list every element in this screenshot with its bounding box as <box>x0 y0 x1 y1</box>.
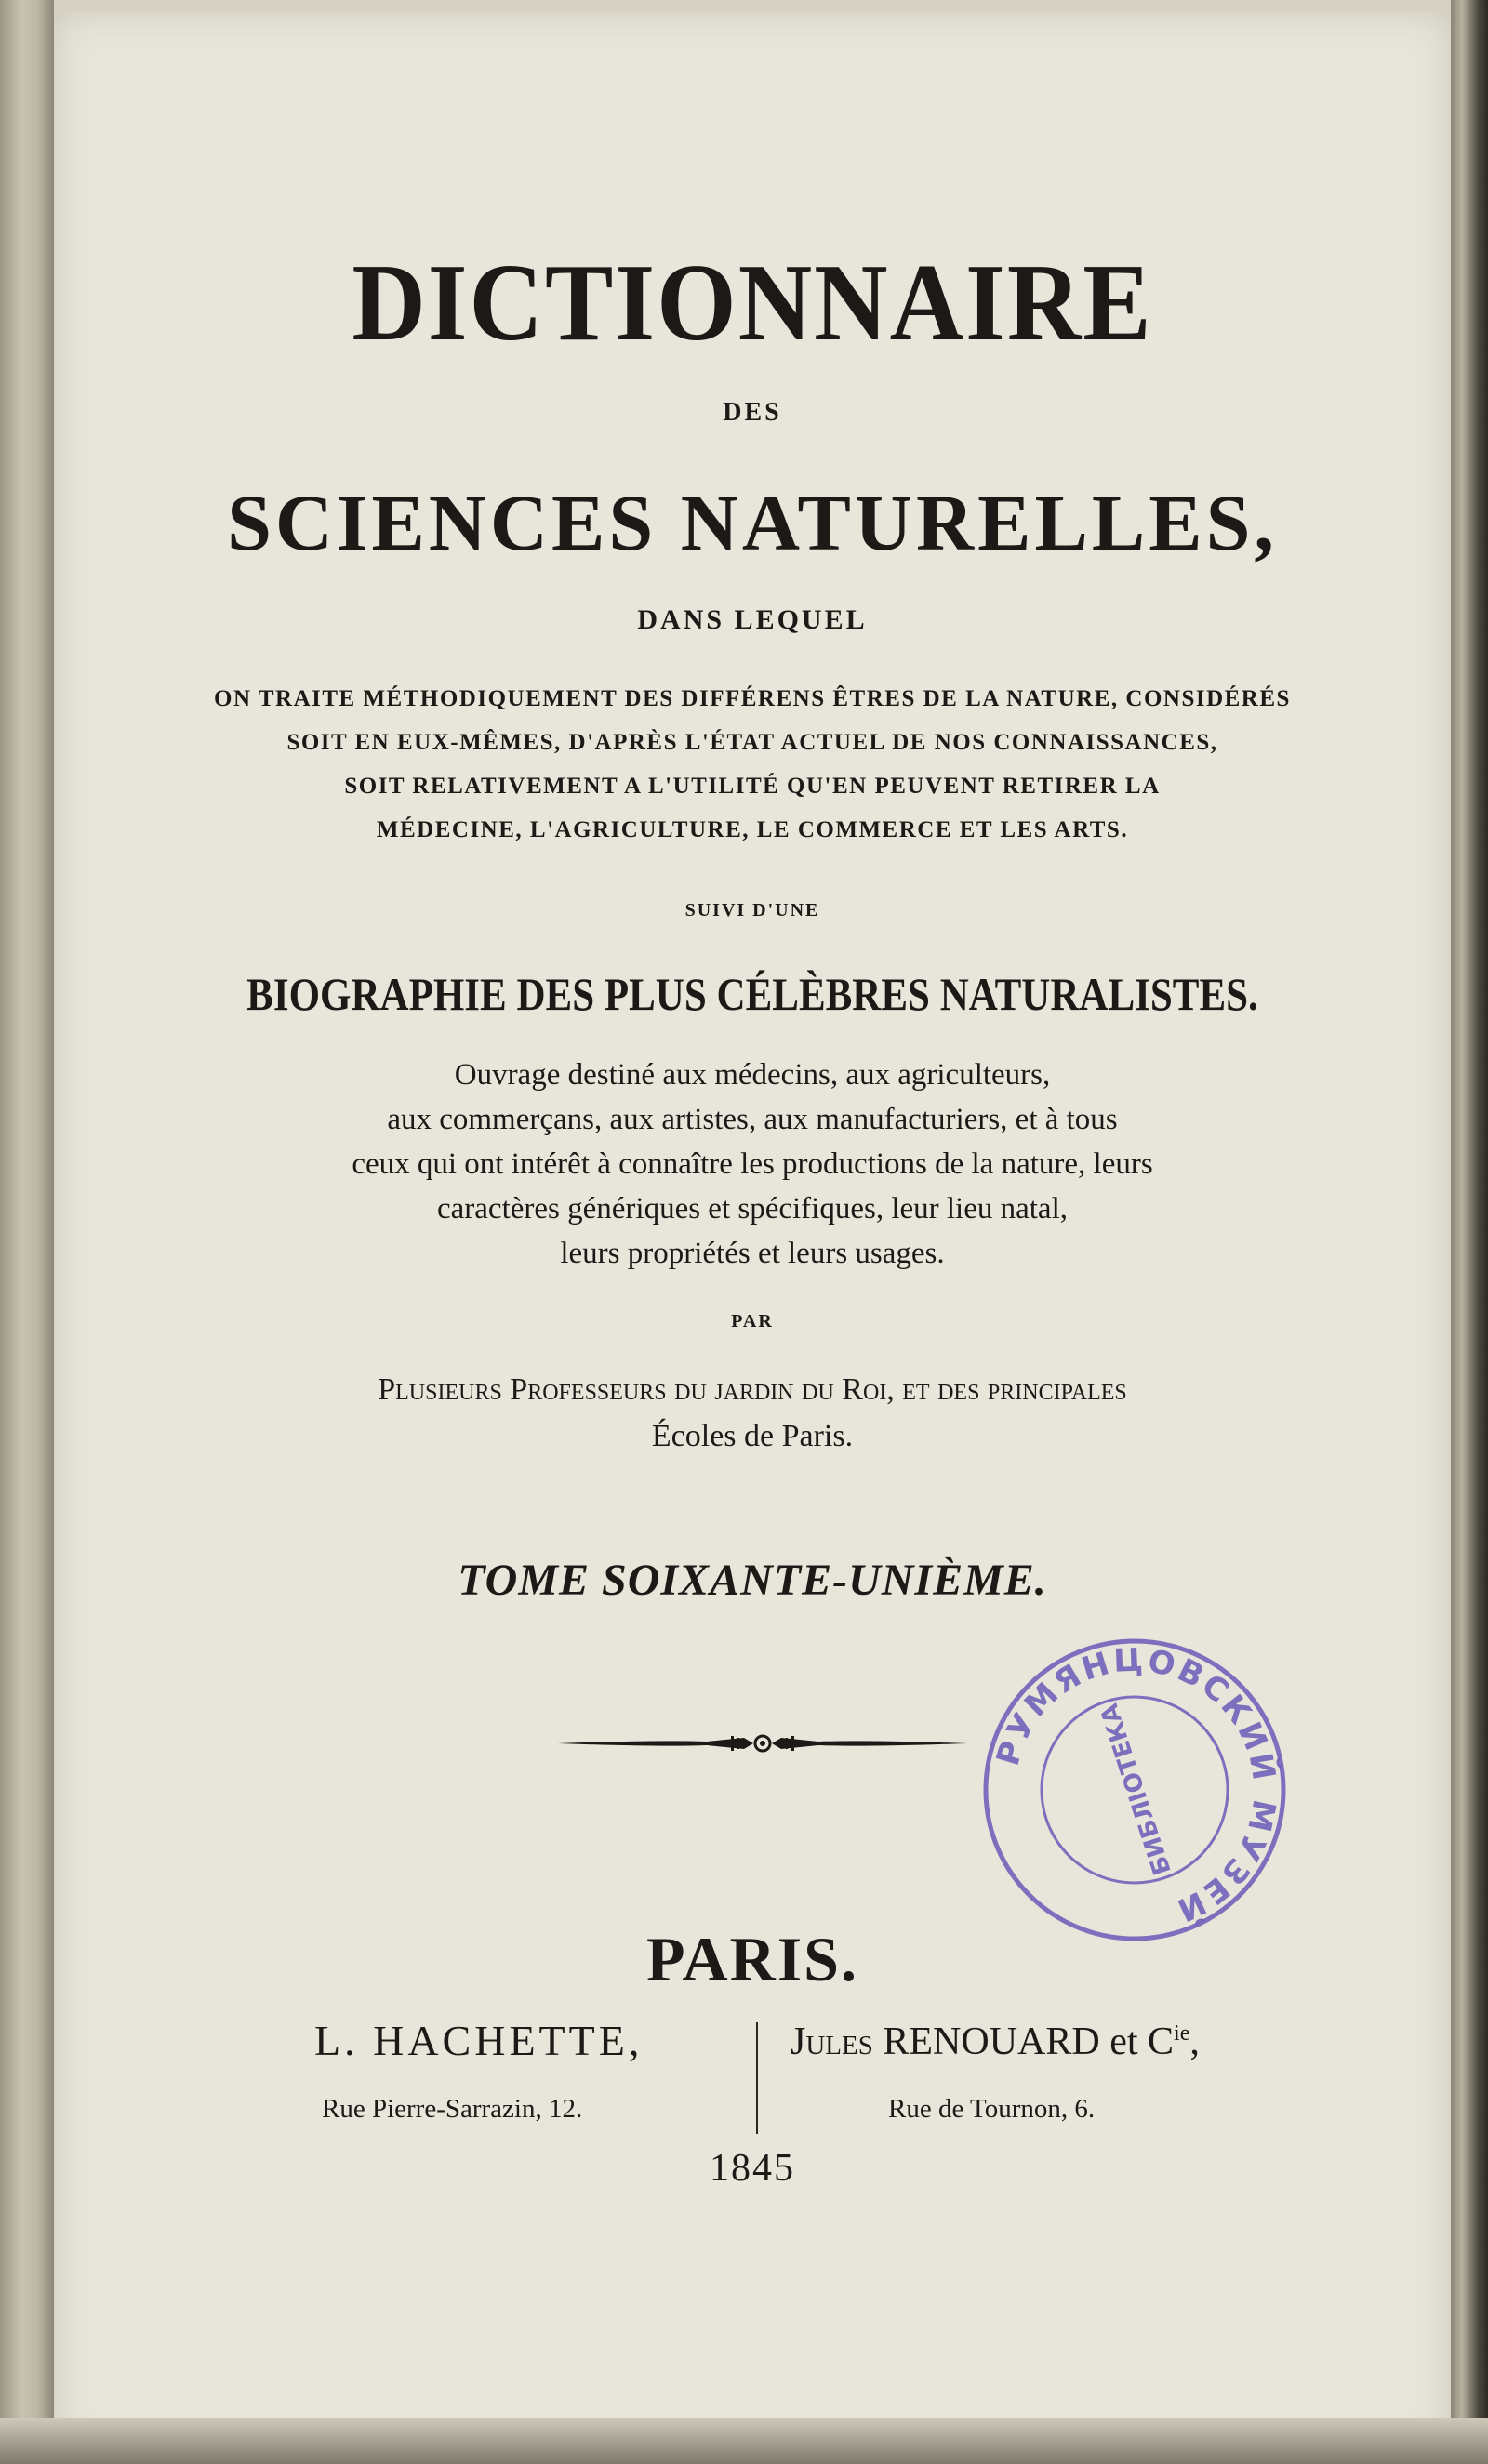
publisher-hachette-address: Rue Pierre-Sarrazin, 12. <box>322 2094 583 2124</box>
authors-line-2: Écoles de Paris. <box>651 1419 854 1453</box>
publisher-renouard-address: Rue de Tournon, 6. <box>888 2094 1096 2124</box>
volume-label: TOME SOIXANTE-UNIÈME. <box>458 1556 1047 1605</box>
ouvrage-line: aux commerçans, aux artistes, aux manufacturiers, et à tous <box>387 1103 1118 1136</box>
suivi-label: SUIVI D'UNE <box>684 900 820 921</box>
description-line: SOIT RELATIVEMENT A L'UTILITÉ QU'EN PEUVENT RETIRER LA <box>344 774 1161 799</box>
book-edge-bottom <box>0 2418 1488 2464</box>
publisher-renouard-sup: ie <box>1174 2021 1190 2046</box>
publisher-divider <box>756 2022 758 2134</box>
stamp-inner-text: БИБЛІОТЕКА <box>1096 1700 1177 1879</box>
ornament-divider <box>558 1729 967 1757</box>
publication-year: 1845 <box>710 2147 795 2190</box>
main-subtitle: SCIENCES NATURELLES, <box>227 478 1278 567</box>
par-label: PAR <box>731 1311 774 1331</box>
imprint-city: PARIS. <box>646 1924 858 1994</box>
ouvrage-line: ceux qui ont intérêt à connaître les productions de la nature, leurs <box>352 1147 1153 1181</box>
book-edge-right <box>1451 0 1488 2464</box>
biographie-heading: BIOGRAPHIE DES PLUS CÉLÈBRES NATURALISTES. <box>246 968 1258 1020</box>
stamp-text: РУМЯНЦОВСКИЙ МУЗЕЙ <box>989 1641 1283 1930</box>
description-line: ON TRAITE MÉTHODIQUEMENT DES DIFFÉRENS ÊTRES DE LA NATURE, CONSIDÉRÉS <box>214 686 1291 711</box>
publisher-hachette: L. HACHETTE, <box>314 2017 644 2064</box>
publisher-renouard-first: Jules <box>790 2020 873 2063</box>
description-line: MÉDECINE, L'AGRICULTURE, LE COMMERCE ET LES ARTS. <box>376 817 1129 842</box>
dans-lequel: DANS LEQUEL <box>637 604 868 635</box>
main-title: DICTIONNAIRE <box>352 241 1153 364</box>
ouvrage-line: leurs propriétés et leurs usages. <box>560 1237 945 1270</box>
title-page <box>54 11 1451 2453</box>
description-line: SOIT EN EUX-MÊMES, D'APRÈS L'ÉTAT ACTUEL DE NOS CONNAISSANCES, <box>286 730 1218 755</box>
publisher-renouard-comma: , <box>1189 2020 1200 2063</box>
title-connector: DES <box>723 398 782 427</box>
authors-line: Plusieurs Professeurs du jardin du Roi, et des principales <box>378 1372 1127 1407</box>
ouvrage-line: caractères génériques et spécifiques, leur lieu natal, <box>437 1192 1068 1225</box>
publisher-renouard-name: RENOUARD et C <box>883 2020 1175 2063</box>
book-gutter-left <box>0 0 54 2464</box>
library-stamp <box>976 1632 1293 1948</box>
publisher-renouard <box>790 2020 1200 2064</box>
ouvrage-line: Ouvrage destiné aux médecins, aux agriculteurs, <box>454 1058 1051 1092</box>
